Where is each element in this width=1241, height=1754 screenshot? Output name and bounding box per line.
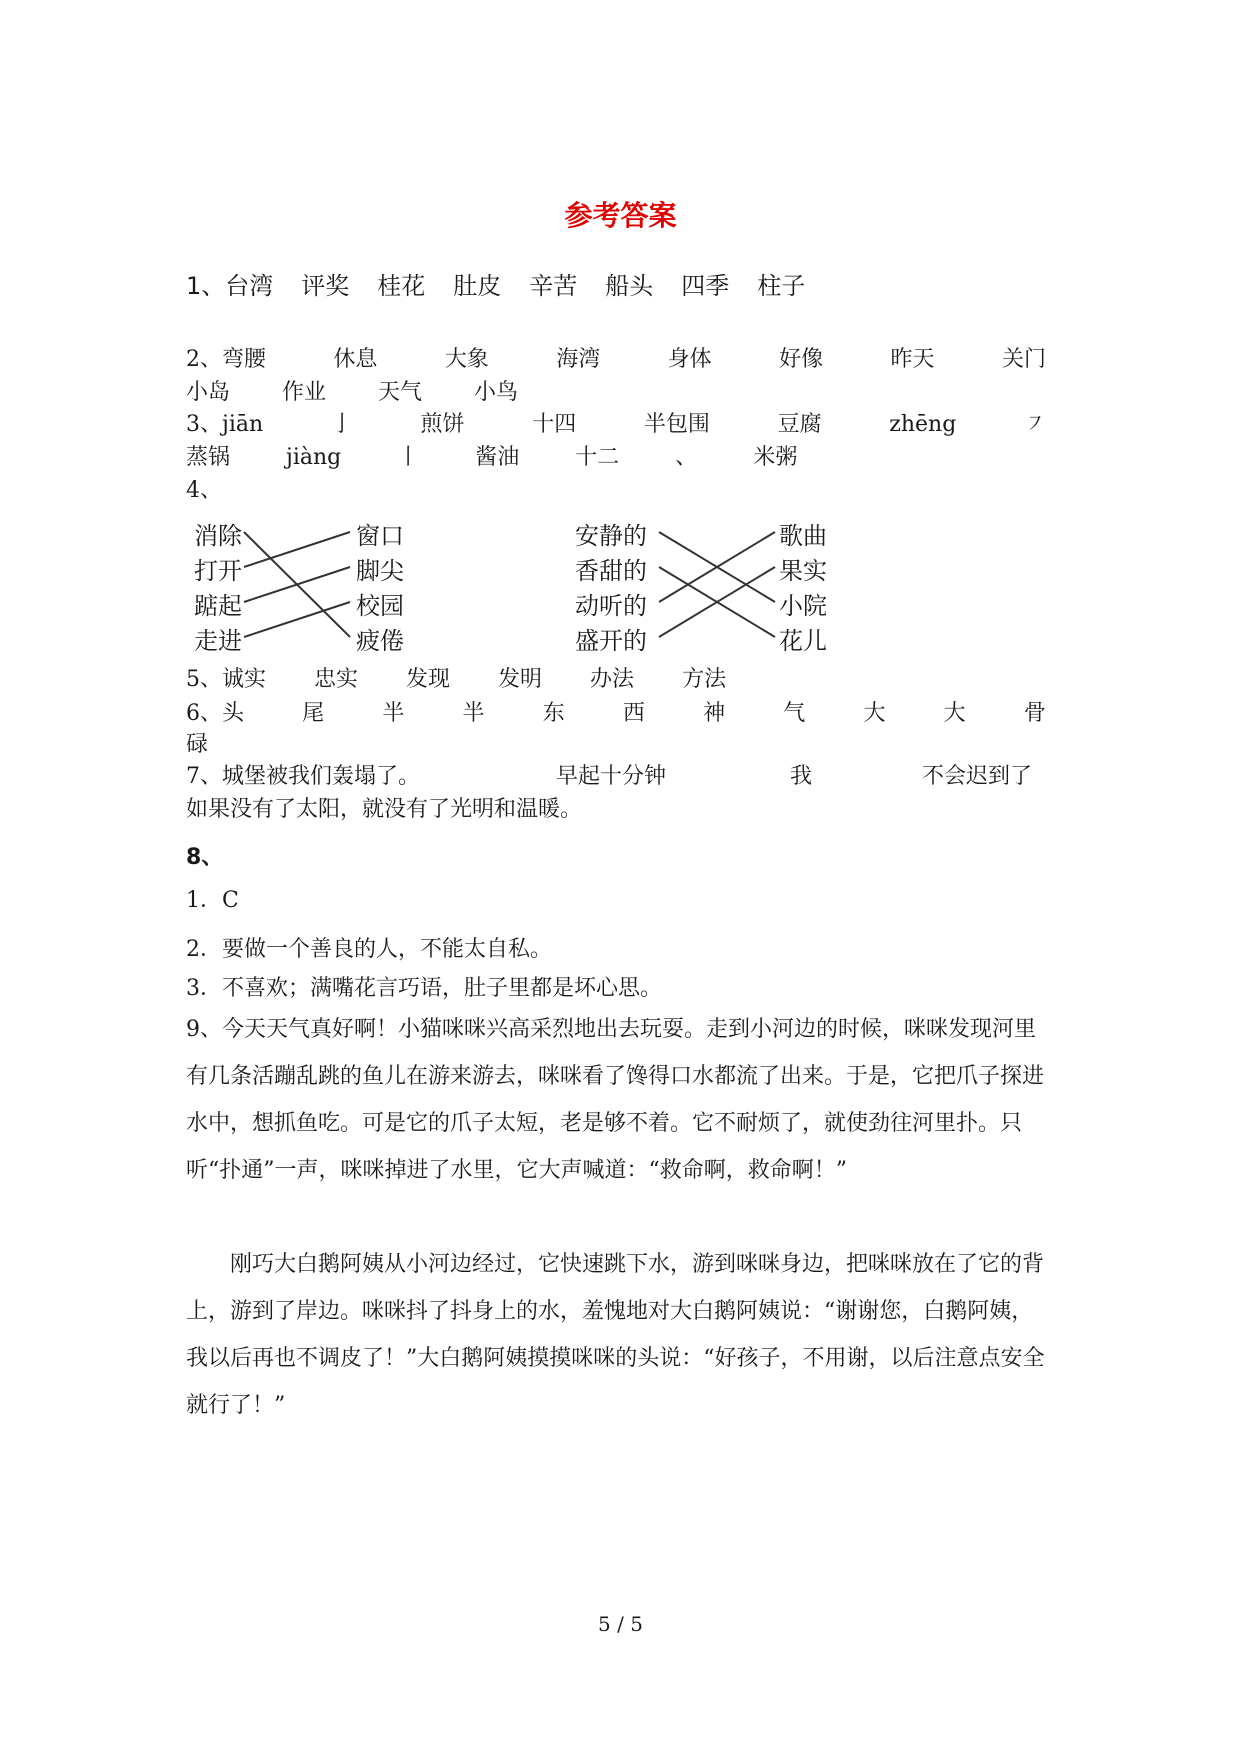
match-line — [244, 602, 350, 637]
answer-6-char: 大 — [863, 701, 886, 726]
answer-6-char: 半 — [462, 701, 485, 726]
answer-7-part: 早起十分钟 — [556, 764, 667, 789]
match-group-left — [194, 516, 454, 656]
match-word: 走进 — [194, 627, 242, 655]
answer-1-item: 评奖 — [301, 272, 350, 300]
answer-3-item: 3、jiān — [186, 412, 264, 437]
match-word: 消除 — [194, 522, 242, 550]
answer-3-item: 米粥 — [753, 445, 798, 470]
answer-3-item: zhēng — [889, 412, 957, 437]
answer-2-word: 昨天 — [890, 347, 935, 372]
answer-2-line-2 — [186, 378, 518, 408]
match-word: 校园 — [356, 592, 404, 620]
answer-2-word: 关门 — [1001, 347, 1046, 372]
match-word: 果实 — [779, 557, 827, 585]
match-word: 踮起 — [194, 592, 242, 620]
answer-2-word: 2、弯腰 — [186, 347, 266, 372]
answer-9-paragraph-2: 刚巧大白鹅阿姨从小河边经过，它快速跳下水，游到咪咪身边，把咪咪放在了它的背上，游到了岸边。咪咪抖了抖身上的水，羞愧地对大白鹅阿姨说：“谢谢您，白鹅阿姨，我以后再也不调皮了！”大白鹅阿姨摸摸咪咪的头说：“好孩子，不用谢，以后注意点安全就行了！” — [186, 1252, 1045, 1418]
answer-3-line-2 — [186, 443, 797, 473]
answer-6-char: 骨 — [1023, 701, 1046, 726]
answer-6-char: 6、头 — [186, 701, 244, 726]
answer-1-item: 四季 — [681, 272, 730, 300]
answer-2-word: 大象 — [444, 347, 489, 372]
answer-1-item: 辛苦 — [529, 272, 578, 300]
answer-1-item: 柱子 — [757, 272, 806, 300]
answer-5 — [186, 665, 726, 695]
answer-3-item: 半包围 — [643, 412, 710, 437]
answer-2-word: 休息 — [333, 347, 378, 372]
answer-6-char: 半 — [382, 701, 405, 726]
match-word: 脚尖 — [356, 557, 404, 585]
answer-6-line-1 — [186, 699, 1046, 729]
answer-9-paragraph-1: 9、今天天气真好啊！小猫咪咪兴高采烈地出去玩耍。走到小河边的时候，咪咪发现河里有几条活蹦乱跳的鱼儿在游来游去，咪咪看了馋得口水都流了出来。于是，它把爪子探进水中，想抓鱼吃。可是它的爪子太短，老是够不着。它不耐烦了，就使劲往河里扑。只听“扑通”一声，咪咪掉进了水里，它大声喊道：“救命啊，救命啊！” — [186, 1017, 1045, 1183]
answer-2-word: 天气 — [378, 380, 423, 405]
match-line — [244, 567, 350, 602]
answer-3-item: 十二 — [575, 445, 620, 470]
answer-5-word: 发现 — [406, 667, 451, 692]
answer-6-char: 尾 — [302, 701, 325, 726]
answer-2-word: 身体 — [667, 347, 712, 372]
match-word: 香甜的 — [575, 557, 647, 585]
answer-3-item: 丨 — [397, 445, 420, 470]
answer-1-number: 1、 — [186, 272, 226, 300]
answer-4-number: 4、 — [186, 478, 222, 503]
page-number: 5 / 5 — [598, 1612, 643, 1636]
answer-2-line-1 — [186, 345, 1046, 375]
answer-5-word: 忠实 — [314, 667, 359, 692]
answer-1-item: 肚皮 — [453, 272, 502, 300]
answer-6-char: 西 — [622, 701, 645, 726]
match-word: 花儿 — [779, 627, 827, 655]
answer-3-item: 十四 — [532, 412, 577, 437]
answer-8-number: 8、 — [186, 845, 224, 870]
page-title: 参考答案 — [564, 199, 677, 232]
answer-7-line-2: 如果没有了太阳，就没有了光明和温暖。 — [186, 797, 583, 822]
match-word: 动听的 — [575, 592, 647, 620]
match-group-right — [575, 516, 875, 656]
answer-3-item: jiàng — [286, 445, 342, 470]
answer-8-item: 3．不喜欢；满嘴花言巧语，肚子里都是坏心思。 — [186, 976, 662, 1001]
answer-5-word: 办法 — [590, 667, 635, 692]
answer-6-char: 东 — [542, 701, 565, 726]
answer-3-item: 煎饼 — [420, 412, 465, 437]
answer-2-word: 海湾 — [556, 347, 601, 372]
answer-5-word: 发明 — [498, 667, 543, 692]
match-word: 安静的 — [575, 522, 647, 550]
answer-6-char: 气 — [783, 701, 806, 726]
answer-5-word: 5、诚实 — [186, 667, 266, 692]
match-word: 打开 — [194, 557, 242, 585]
match-word: 盛开的 — [575, 627, 647, 655]
match-line — [244, 532, 350, 567]
answer-3-item: 豆腐 — [777, 412, 822, 437]
answer-7-part: 7、城堡被我们轰塌了。 — [186, 764, 420, 789]
answer-2-word: 作业 — [282, 380, 327, 405]
match-word: 疲倦 — [356, 627, 404, 655]
answer-7-part: 我 — [790, 764, 813, 789]
answer-1 — [186, 266, 833, 301]
match-word: 窗口 — [356, 522, 404, 550]
answer-5-word: 方法 — [682, 667, 727, 692]
answer-7-part: 不会迟到了 — [922, 764, 1033, 789]
answer-6-line-2: 碌 — [186, 732, 209, 757]
answer-2-word: 小岛 — [186, 380, 231, 405]
answer-1-item: 桂花 — [377, 272, 426, 300]
answer-3-item: 酱油 — [475, 445, 520, 470]
match-word: 歌曲 — [779, 522, 827, 550]
answer-6-char: 大 — [943, 701, 966, 726]
answer-3-item: 蒸锅 — [186, 445, 231, 470]
answer-3-item: 亅 — [330, 412, 353, 437]
answer-8-item: 2．要做一个善良的人，不能太自私。 — [186, 937, 552, 962]
answer-2-word: 小鸟 — [474, 380, 519, 405]
answer-3-item: 、 — [675, 445, 698, 470]
match-word: 小院 — [779, 592, 827, 620]
answer-3-item: ㇇ — [1023, 412, 1046, 437]
answer-8-item: 1．C — [186, 888, 239, 913]
answer-3-line-1 — [186, 410, 1046, 440]
answer-6-char: 神 — [703, 701, 726, 726]
answer-2-word: 好像 — [779, 347, 824, 372]
answer-1-item: 台湾 — [225, 272, 274, 300]
answer-1-item: 船头 — [605, 272, 654, 300]
